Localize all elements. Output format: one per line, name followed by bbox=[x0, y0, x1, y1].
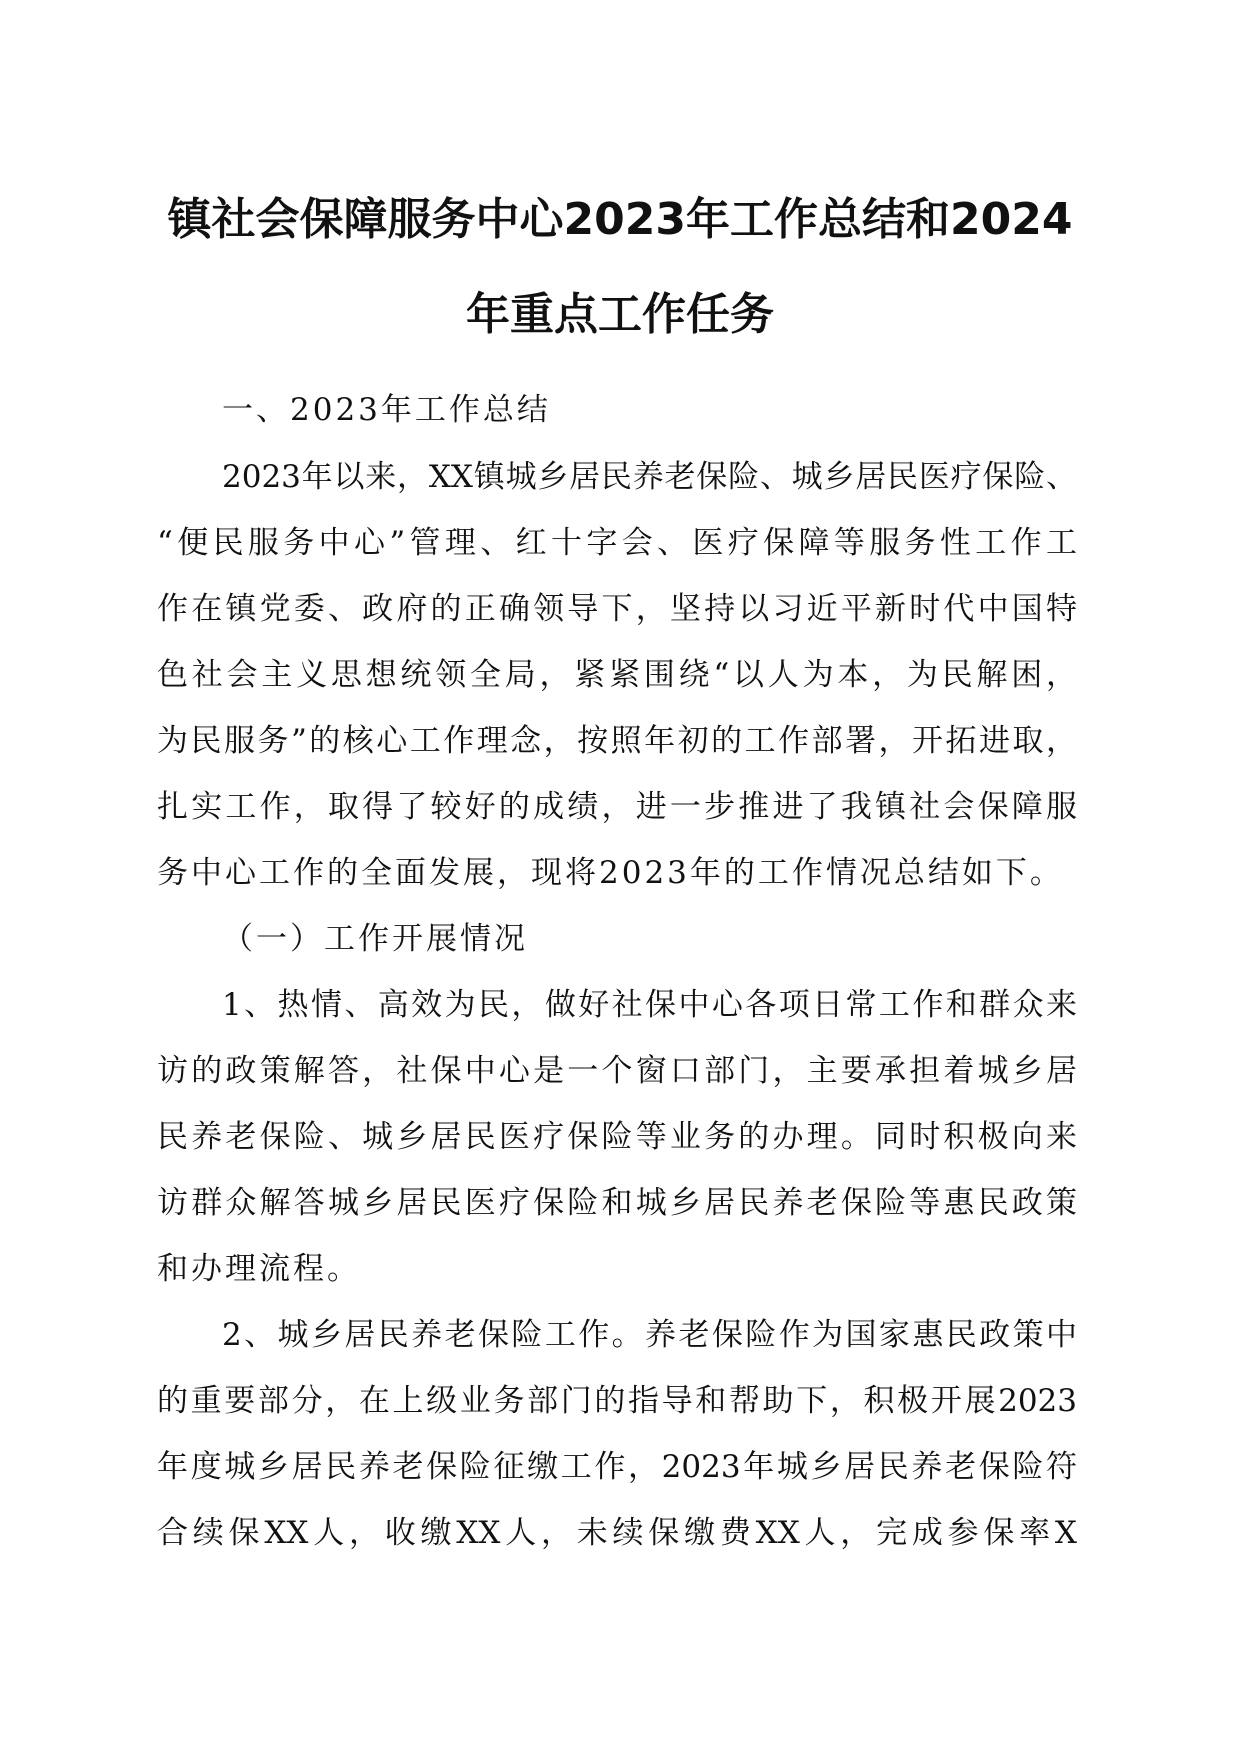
subsection-heading: （一）工作开展情况 bbox=[222, 921, 528, 957]
paragraph-line: 访群众解答城乡居民医疗保险和城乡居民养老保险等惠民政策 bbox=[157, 1185, 1077, 1221]
paragraph-line: 务中心工作的全面发展，现将2023年的工作情况总结如下。 bbox=[157, 855, 1064, 891]
paragraph-line: 1、热情、高效为民，做好社保中心各项日常工作和群众来 bbox=[222, 987, 1077, 1023]
section-heading: 一、2023年工作总结 bbox=[222, 392, 551, 428]
document-title-line1: 镇社会保障服务中心2023年工作总结和2024 bbox=[167, 194, 1073, 245]
paragraph-line: 2023年以来，XX镇城乡居民养老保险、城乡居民医疗保险、 bbox=[222, 459, 1077, 495]
paragraph-line: 作在镇党委、政府的正确领导下，坚持以习近平新时代中国特 bbox=[157, 591, 1077, 627]
paragraph-line: 和办理流程。 bbox=[157, 1251, 361, 1287]
document-title-line2: 年重点工作任务 bbox=[466, 289, 774, 340]
paragraph-line: 色社会主义思想统领全局，紧紧围绕“以人为本，为民解困， bbox=[157, 657, 1077, 693]
paragraph-line: 访的政策解答，社保中心是一个窗口部门，主要承担着城乡居 bbox=[157, 1053, 1077, 1089]
paragraph-line: 合续保XX人，收缴XX人，未续保缴费XX人，完成参保率X bbox=[157, 1515, 1077, 1551]
paragraph-line: 民养老保险、城乡居民医疗保险等业务的办理。同时积极向来 bbox=[157, 1119, 1077, 1155]
paragraph-line: “便民服务中心”管理、红十字会、医疗保障等服务性工作工 bbox=[157, 525, 1077, 561]
paragraph-line: 扎实工作，取得了较好的成绩，进一步推进了我镇社会保障服 bbox=[157, 789, 1077, 825]
paragraph-line: 年度城乡居民养老保险征缴工作，2023年城乡居民养老保险符 bbox=[157, 1449, 1077, 1485]
paragraph-line: 的重要部分，在上级业务部门的指导和帮助下，积极开展2023 bbox=[157, 1383, 1077, 1419]
paragraph-line: 为民服务”的核心工作理念，按照年初的工作部署，开拓进取， bbox=[157, 723, 1077, 759]
paragraph-line: 2、城乡居民养老保险工作。养老保险作为国家惠民政策中 bbox=[222, 1317, 1077, 1353]
